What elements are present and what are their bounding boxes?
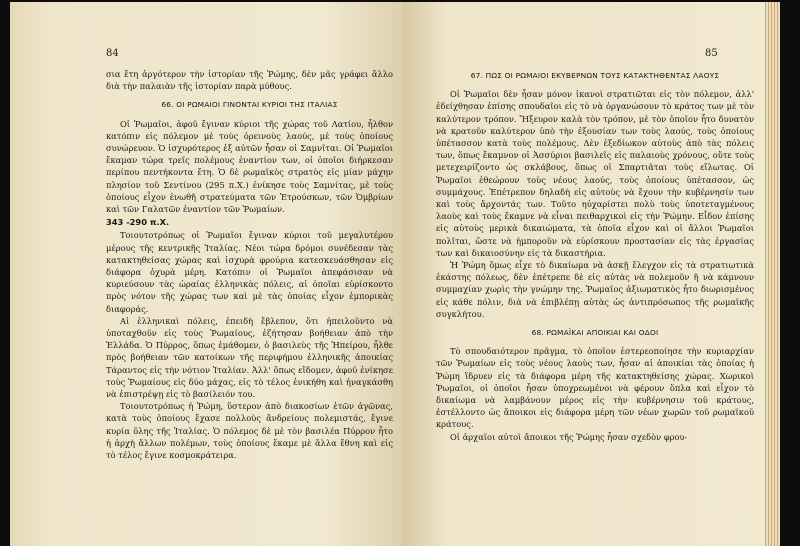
left-page-text — [106, 68, 393, 461]
paragraph: Οἱ Ῥωμαῖοι, ἀφοῦ ἔγιναν κύριοι τῆς χώρας τοῦ Λατίου, ἦλθον κατόπιν εἰς πόλεμον μὲ τοὺς ὀρεινοὺς λαούς, μὲ τοὺς ὁποίους συνώρευον. Ὁ ἰσχυρότερος ἐξ αὐτῶν ἦσαν οἱ Σαμνῖται. Οἱ Ῥωμαῖοι ἔκαμαν τώρα τρεῖς πολέμους ἐναντίον των, οἱ ὁποῖοι διήρκεσαν περίπου πεντήκοντα ἔτη. Ὁ δὲ ρωμαϊκὸς στρατὸς εἰς μίαν μάχην πλησίον τοῦ Σεντίνου (295 π.Χ.) ἐνίκησε τοὺς Σαμνίτας, μὲ τοὺς ὁποίους εἶχον ἑνωθῆ στρατεύματα τῶν Ἐτρούσκων, τῶν Ὀμβρίων καὶ τῶν Γαλατῶν ἐναντίον τῶν Ῥωμαίων. — [106, 118, 393, 215]
page-number-left: 84 — [106, 48, 119, 59]
left-page — [10, 2, 402, 546]
right-page-text — [436, 70, 754, 443]
paragraph: Οἱ ἀρχαῖοι αὐτοὶ ἄποικοι τῆς Ῥώμης ἦσαν σχεδὸν φρου- — [450, 431, 688, 442]
page-number-right: 85 — [705, 48, 718, 59]
section-heading: 66. ΟΙ ΡΩΜΑΙΟΙ ΓΙΝΟΝΤΑΙ ΚΥΡΙΟΙ ΤΗΣ ΙΤΑΛΙΑΣ — [161, 100, 338, 110]
section-heading: 68. ΡΩΜΑΪΚΑΙ ΑΠΟΙΚΙΑΙ ΚΑΙ ΟΔΟΙ — [531, 328, 659, 338]
page-edges — [765, 2, 780, 546]
section-heading: 67. ΠΩΣ ΟΙ ΡΩΜΑΙΟΙ ΕΚΥΒΕΡΝΩΝ ΤΟΥΣ ΚΑΤΑΚΤΗΘΕΝΤΑΣ ΛΑΟΥΣ — [470, 71, 720, 80]
paragraph: Τοιουτοτρόπως ἡ Ῥώμη, ὕστερον ἀπὸ διακοσίων ἐτῶν ἀγῶνας, κατὰ τοὺς ὁποίους ἔχασε πολλοὺς ἄνδρείους πολεμιστάς, ἔγινε κυρία ὅλης τῆς Ἰταλίας. Ὁ πόλεμος δὲ μὲ τὸν βασιλέα Πύρρον ἦτο ἡ ἀρχὴ ἄλλων πολέμων, τοὺς ὁποίους ἔκαμε μὲ ἄλλα ἔθνη καὶ εἰς τὸ τέλος ἔγινε κοσμοκράτειρα. — [106, 401, 393, 461]
paragraph: Ἡ Ῥώμη ὅμως εἶχε τὸ δικαίωμα νὰ ἀσκῇ ἔλεγχον εἰς τὰ στρατιωτικὰ ἑκάστης πόλεως, δὲν ἐπέτρεπε δὲ εἰς αὐτὰς νὰ πολεμοῦν ἢ νὰ κάμνουν συμμαχίαν χωρὶς τὴν γνώμην της. Ῥωμαῖος ἀξιωματικὸς ἦτο διωρισμένος εἰς κάθε πόλιν, διὰ νὰ ἐπιβλέπῃ αὐτὰς ὡς ἀντιπρόσωπος τῆς ρωμαϊκῆς συγκλήτου. — [436, 260, 754, 319]
paragraph: Αἱ ἑλληνικαὶ πόλεις, ἐπειδὴ ἔβλεπον, ὅτι ἠπειλοῦντο νὰ ὑποταχθοῦν εἰς τοὺς Ῥωμαίους, ἐζήτησαν βοήθειαν ἀπὸ τὴν Ἑλλάδα. Ὁ Πύρρος, ὅπως ἐμάθομεν, ὁ βασιλεὺς τῆς Ἠπείρου, ἦλθε πρὸς βοήθειαν τῶν κατοίκων τῆς περιφήμου ἑλληνικῆς ἀποικίας Τάραντος εἰς τὴν νότιον Ἰταλίαν. Ἀλλ' ὅπως εἴδομεν, ἀφοῦ ἐνίκησε τοὺς Ῥωμαίους εἰς δύο μάχας, εἰς τὸ τέλος ἐνικήθη καὶ ἠναγκάσθη νὰ ἐπιστρέψῃ εἰς τὸ βασίλειόν του. — [106, 315, 393, 400]
paragraph: σια ἔτη ἀργότερον τὴν ἱστορίαν τῆς Ῥώμης, δὲν μᾶς γράφει ἄλλο διὰ τὴν παλαιὰν τῆς ἱστορίαν παρὰ μύθους. — [106, 69, 393, 92]
right-page — [402, 2, 780, 546]
open-book — [10, 2, 795, 546]
paragraph: Τὸ σπουδαιότερον πρᾶγμα, τὸ ὁποῖον ἐστερεοποίησε τὴν κυριαρχίαν τῶν Ῥωμαίων εἰς τοὺς νέους λαοὺς των, ἦσαν αἱ ἀποικίαι τὰς ὁποίας ἡ Ῥώμη ἵδρυεν εἰς τὰ διάφορα μέρη τῆς κατακτηθείσης χώρας. Χωρικοὶ Ῥωμαῖοι, οἱ ὁποῖοι ἦσαν ὑποχρεωμένοι νὰ φέρουν ὅπλα καὶ εἶχον τὸ δικαίωμα νὰ λαμβάνουν μέρος εἰς τὴν κυβέρνησιν τοῦ κράτους, ἐστέλλοντο ὡς ἄποικοι εἰς διάφορα μέρη τῶν νέων χωρῶν τοῦ ρωμαϊκοῦ κράτους. — [436, 346, 754, 430]
margin-date: 343 -290 π.Χ. — [106, 217, 170, 228]
paragraph: Τοιουτοτρόπως οἱ Ῥωμαῖοι ἔγιναν κύριοι τοῦ μεγαλυτέρου μέρους τῆς κεντρικῆς Ἰταλίας. Νέοι τώρα δρόμοι συνέδεσαν τὰς κατακτηθείσας χώρας καὶ ἰσχυρὰ φρούρια κατεσκευάσθησαν εἰς διάφορα ὀχυρὰ μέρη. Κατόπιν οἱ Ῥωμαῖοι ἀπεφάσισαν νὰ κυριεύσουν τὰς ὡραίας ἑλληνικὰς πόλεις, αἱ ὁποῖαι εὑρίσκοντο πρὸς νότον τῆς χώρας των καὶ μὲ τὰς ὁποίας εἶχον ἐμπορικὰς διαφοράς. — [106, 230, 393, 314]
paragraph: Οἱ Ῥωμαῖοι δὲν ἦσαν μόνον ἱκανοὶ στρατιῶται εἰς τὸν πόλεμον, ἀλλ' ἐδείχθησαν ἐπίσης σπουδαῖοι εἰς τὸ νὰ ὀργανώσουν τὸ κράτος των μὲ τὸν καλύτερον τρόπον. Ἤξευρον καλὰ τὸν τρόπον, μὲ τὸν ὁποῖον ἦτο δυνατὸν νὰ κρατοῦν καλύτερον ὑπὸ τὴν ἐξουσίαν των τοὺς λαούς, τοὺς ὁποίους ὑπέτασσον κατὰ τοὺς πολέμους. Δὲν ἐξεδίωκον αὐτοὺς ἀπὸ τὰς πόλεις των, ὅπως ἔκαμνον οἱ Ἀσσύριοι βασιλεῖς εἰς παλαιοὺς χρόνους, οὔτε τοὺς μετεχειρίζοντο ὡς σκλάβους, ὅπως οἱ Σπαρτιᾶται τοὺς εἵλωτας. Οἱ Ῥωμαῖοι ἐθεώρουν τοὺς νέους λαούς, τοὺς ὁποίους ὑπέτασσον, ὡς συμμάχους. Ἐπέτρεπον δηλαδὴ εἰς αὐτοὺς νὰ ἔχουν τὴν κυβέρνησίν των καὶ τοὺς ἄρχοντάς των. Τοῦτο ηὐχαρίστει πολὺ τοὺς ὑποτεταγμένους λαοὺς καὶ τοὺς ἔκαμνε νὰ εἶναι πειθαρχικοὶ εἰς τὴν Ῥώμην. Εἶδον ἐπίσης εἰς αὐτοὺς μερικὰ δικαιώματα, τὰ ὁποῖα εἶχον καὶ οἱ ἄλλοι Ῥωμαῖοι πολῖται, ὥστε νὰ ἠμποροῦν νὰ εὑρίσκουν προστασίαν εἰς τὰς ἐργασίας των καὶ δικαιοσύνην εἰς τὰ δικαστήρια. — [436, 89, 754, 258]
